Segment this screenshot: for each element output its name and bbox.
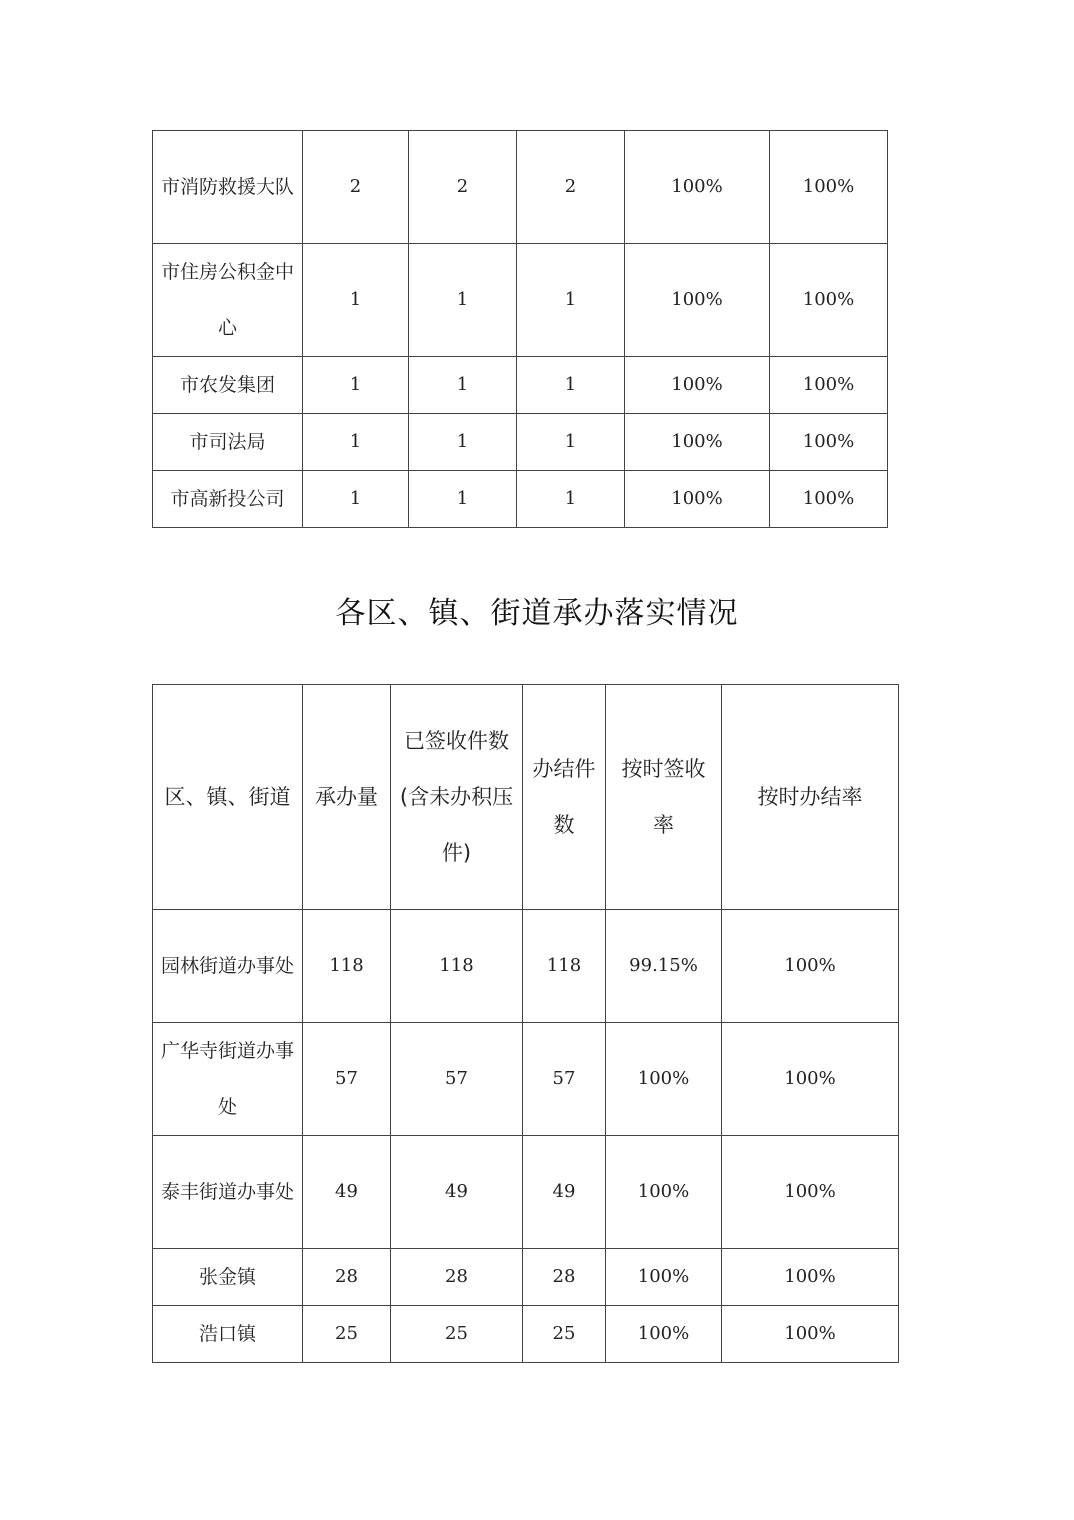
ontime-sign-rate: 100%	[625, 244, 770, 357]
signed-count: 1	[409, 357, 517, 414]
signed-count: 118	[391, 910, 523, 1023]
assigned-count: 118	[303, 910, 391, 1023]
assigned-count: 49	[303, 1136, 391, 1249]
table-row	[153, 414, 888, 471]
table-row	[153, 1136, 899, 1249]
signed-count: 57	[391, 1023, 523, 1136]
ontime-complete-rate: 100%	[770, 244, 888, 357]
assigned-count: 1	[303, 471, 409, 528]
ontime-complete-rate: 100%	[722, 1306, 899, 1363]
ontime-complete-rate: 100%	[722, 1136, 899, 1249]
assigned-count: 1	[303, 244, 409, 357]
signed-count: 49	[391, 1136, 523, 1249]
unit-name: 市消防救援大队	[153, 131, 303, 244]
ontime-complete-rate: 100%	[722, 1249, 899, 1306]
signed-count: 1	[409, 471, 517, 528]
header-completed: 办结件数	[523, 685, 606, 910]
ontime-complete-rate: 100%	[770, 414, 888, 471]
completed-count: 1	[517, 357, 625, 414]
ontime-sign-rate: 100%	[606, 1249, 722, 1306]
header-district: 区、镇、街道	[153, 685, 303, 910]
signed-count: 28	[391, 1249, 523, 1306]
table-row	[153, 1306, 899, 1363]
completed-count: 49	[523, 1136, 606, 1249]
table-row	[153, 1023, 899, 1136]
table-row	[153, 910, 899, 1023]
completed-count: 57	[523, 1023, 606, 1136]
district-name: 浩口镇	[153, 1306, 303, 1363]
completed-count: 28	[523, 1249, 606, 1306]
completed-count: 25	[523, 1306, 606, 1363]
district-name: 园林街道办事处	[153, 910, 303, 1023]
district-name: 张金镇	[153, 1249, 303, 1306]
unit-name: 市高新投公司	[153, 471, 303, 528]
assigned-count: 28	[303, 1249, 391, 1306]
ontime-sign-rate: 100%	[625, 357, 770, 414]
units-table	[152, 130, 888, 528]
table-row	[153, 1249, 899, 1306]
table-row	[153, 131, 888, 244]
header-ontime-sign-rate: 按时签收率	[606, 685, 722, 910]
completed-count: 1	[517, 244, 625, 357]
ontime-sign-rate: 100%	[606, 1306, 722, 1363]
ontime-complete-rate: 100%	[770, 471, 888, 528]
ontime-complete-rate: 100%	[722, 910, 899, 1023]
table-row	[153, 471, 888, 528]
ontime-sign-rate: 100%	[606, 1136, 722, 1249]
completed-count: 118	[523, 910, 606, 1023]
table-header-row	[153, 685, 899, 910]
signed-count: 2	[409, 131, 517, 244]
district-name: 广华寺街道办事处	[153, 1023, 303, 1136]
header-assigned: 承办量	[303, 685, 391, 910]
ontime-sign-rate: 99.15%	[606, 910, 722, 1023]
ontime-sign-rate: 100%	[606, 1023, 722, 1136]
section-title: 各区、镇、街道承办落实情况	[335, 596, 739, 631]
table-row	[153, 244, 888, 357]
signed-count: 1	[409, 244, 517, 357]
signed-count: 25	[391, 1306, 523, 1363]
header-ontime-complete-rate: 按时办结率	[722, 685, 899, 910]
district-name: 泰丰街道办事处	[153, 1136, 303, 1249]
assigned-count: 2	[303, 131, 409, 244]
header-signed: 已签收件数(含未办积压件)	[391, 685, 523, 910]
assigned-count: 1	[303, 414, 409, 471]
ontime-sign-rate: 100%	[625, 131, 770, 244]
assigned-count: 1	[303, 357, 409, 414]
ontime-complete-rate: 100%	[770, 357, 888, 414]
completed-count: 1	[517, 471, 625, 528]
ontime-complete-rate: 100%	[722, 1023, 899, 1136]
ontime-sign-rate: 100%	[625, 414, 770, 471]
completed-count: 1	[517, 414, 625, 471]
ontime-sign-rate: 100%	[625, 471, 770, 528]
table-row	[153, 357, 888, 414]
assigned-count: 25	[303, 1306, 391, 1363]
completed-count: 2	[517, 131, 625, 244]
ontime-complete-rate: 100%	[770, 131, 888, 244]
unit-name: 市住房公积金中心	[153, 244, 303, 357]
unit-name: 市农发集团	[153, 357, 303, 414]
assigned-count: 57	[303, 1023, 391, 1136]
unit-name: 市司法局	[153, 414, 303, 471]
signed-count: 1	[409, 414, 517, 471]
districts-table	[152, 684, 899, 1363]
